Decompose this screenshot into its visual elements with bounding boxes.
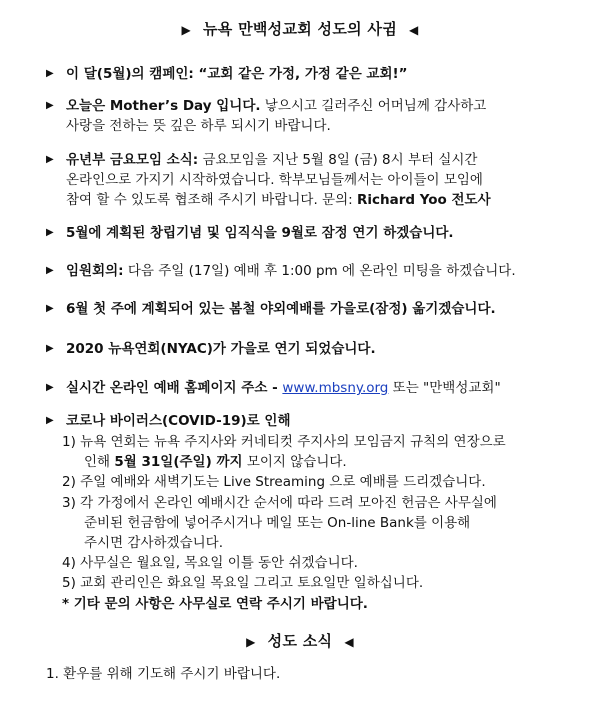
page-title [0, 18, 600, 39]
arrow-right-icon: ▶ [181, 23, 191, 37]
item-text: 다음 주일 (17일) 예배 후 1:00 pm 에 온라인 미팅을 하겠습니다. [123, 263, 516, 279]
list-item [46, 339, 586, 359]
prayer-request: 1. 환우를 위해 기도해 주시기 바랍니다. [46, 666, 281, 682]
item-text: 참여 할 수 있도록 협조해 주시기 바랍니다. 문의: [66, 192, 357, 208]
arrow-left-icon: ◀ [409, 23, 419, 37]
bullet-icon: ▶ [46, 343, 54, 354]
item-text: 오늘은 Mother’s Day 입니다. [66, 98, 261, 114]
bullet-icon: ▶ [46, 154, 54, 165]
item-text: Richard Yoo 전도사 [356, 192, 491, 208]
bullet-icon: ▶ [46, 227, 54, 238]
list-item [46, 378, 586, 398]
covid-line-3c: 주시면 감사하겠습니다. [84, 535, 223, 551]
list-item [46, 299, 586, 319]
covid-line-3: 3) 각 가정에서 온라인 예배시간 순서에 따라 드려 모아진 헌금은 사무실에 [62, 495, 497, 511]
homepage-link[interactable]: www.mbsny.org [282, 380, 389, 396]
item-text: 낳으시고 길러주신 어머님께 감사하고 [260, 98, 487, 114]
list-item [46, 96, 586, 136]
item-text: 5월에 계획된 창립기념 및 임직식을 9월로 잠정 연기 하겠습니다. [66, 225, 454, 241]
item-text: 사랑을 전하는 뜻 깊은 하루 되시기 바랍니다. [66, 118, 331, 134]
bullet-icon: ▶ [46, 68, 54, 79]
list-item [46, 223, 586, 243]
list-item [46, 64, 586, 84]
covid-note: * 기타 문의 사항은 사무실로 연락 주시기 바랍니다. [62, 596, 368, 612]
covid-line-3b: 준비된 헌금함에 넣어주시거나 메일 또는 On-line Bank를 이용해 [84, 515, 471, 531]
covid-line-1: 1) 뉴욕 연회는 뉴욕 주지사와 커네티컷 주지사의 모임금지 규칙의 연장으로 [62, 434, 506, 450]
item-text: 6월 첫 주에 계획되어 있는 봄철 야외예배를 가을로(잠정) 옮기겠습니다. [66, 301, 496, 317]
bullet-icon: ▶ [46, 382, 54, 393]
covid-line-5: 5) 교회 관리인은 화요일 목요일 그리고 토요일만 일하십니다. [62, 575, 424, 591]
item-text: 온라인으로 가지기 시작하였습니다. 학부모님들께서는 아이들이 모임에 [66, 172, 483, 188]
item-text: 2020 뉴욕연회(NYAC)가 가을로 연기 되었습니다. [66, 341, 376, 357]
bullet-icon: ▶ [46, 100, 54, 111]
item-text: 이 달(5월)의 캠페인: “교회 같은 가정, 가정 같은 교회!” [66, 66, 408, 82]
arrow-right-icon: ▶ [246, 635, 256, 649]
covid-line-2: 2) 주일 예배와 새벽기도는 Live Streaming 으로 예배를 드리겠습니다. [62, 474, 486, 490]
section-title [0, 630, 600, 651]
bullet-icon: ▶ [46, 415, 54, 426]
bullet-icon: ▶ [46, 265, 54, 276]
list-item [46, 411, 586, 431]
list-item [46, 261, 586, 281]
covid-line-1b: 인해 5월 31일(주일) 까지 모이지 않습니다. [84, 454, 347, 470]
list-item [46, 150, 586, 210]
section-title-text: 성도 소식 [267, 632, 333, 650]
item-text: 또는 "만백성교회" [388, 380, 501, 396]
covid-line-4: 4) 사무실은 월요일, 목요일 이틀 동안 쉬겠습니다. [62, 555, 358, 571]
arrow-left-icon: ◀ [344, 635, 354, 649]
item-text: 금요모임을 지난 5월 8일 (금) 8시 부터 실시간 [198, 152, 478, 168]
item-text: 임원회의: [66, 263, 124, 279]
page-title-text: 뉴욕 만백성교회 성도의 사귐 [202, 20, 398, 38]
item-text: 유년부 금요모임 소식: [66, 152, 199, 168]
bullet-icon: ▶ [46, 303, 54, 314]
item-text: 코로나 바이러스(COVID-19)로 인해 [66, 413, 291, 429]
item-text: 실시간 온라인 예배 홈페이지 주소 - [66, 380, 283, 396]
